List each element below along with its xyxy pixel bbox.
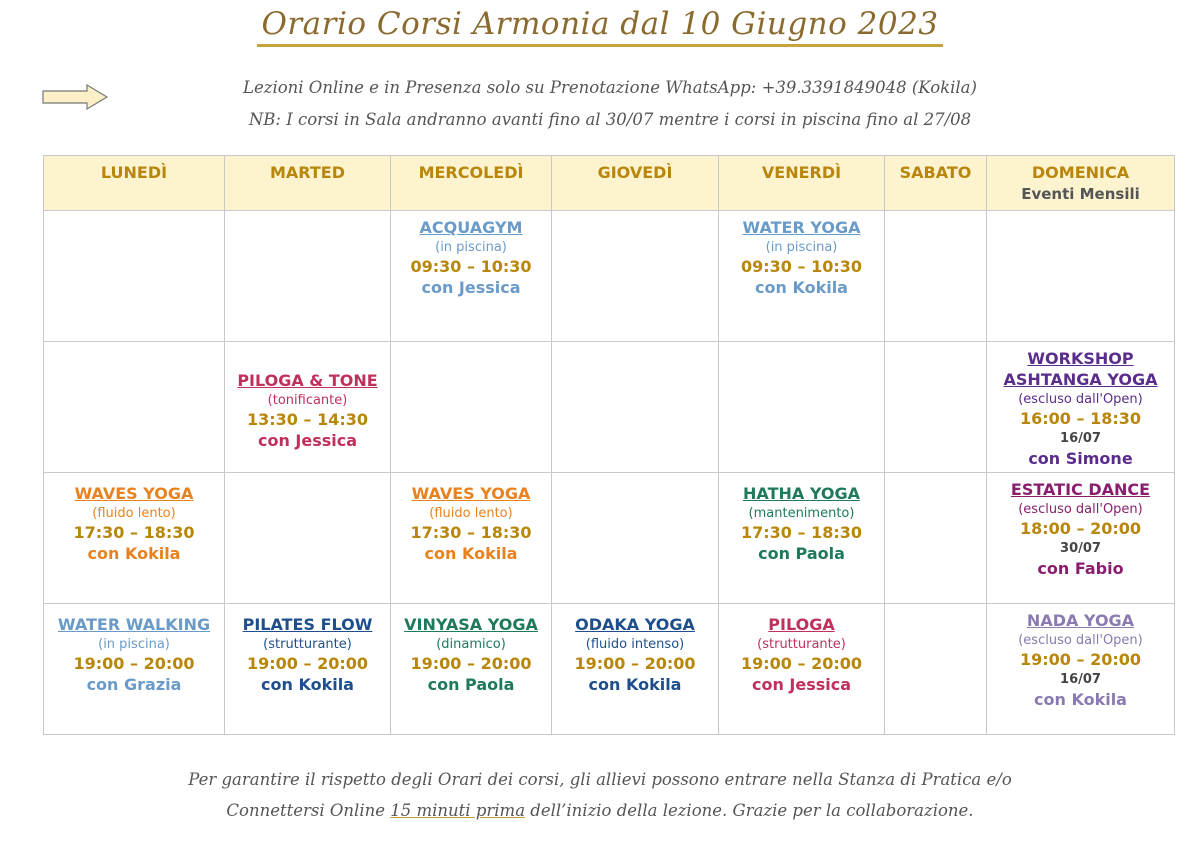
course-teacher: con Kokila	[261, 675, 354, 694]
course-teacher: con Fabio	[1037, 559, 1124, 578]
day-label: VENERDÌ	[761, 163, 842, 182]
footer-note-line1: Per garantire il rispetto degli Orari dei corsi, gli allievi possono entrare nella Stanza di Pratica e/o	[188, 770, 1012, 789]
empty-cell	[885, 342, 987, 473]
course-description: (in piscina)	[765, 240, 838, 255]
day-label: GIOVEDÌ	[597, 163, 673, 182]
course-cell	[719, 211, 885, 342]
course-teacher: con Jessica	[421, 278, 521, 297]
course-time: 19:00 – 20:00	[1020, 650, 1141, 669]
course-name[interactable]: ODAKA YOGA	[575, 615, 695, 634]
course-name[interactable]: PILOGA & TONE	[237, 371, 378, 390]
course-teacher: con Paola	[427, 675, 515, 694]
course-description: (in piscina)	[98, 637, 170, 652]
course-description: (dinamico)	[436, 637, 506, 652]
course-time: 19:00 – 20:00	[574, 654, 696, 673]
season-note: NB: I corsi in Sala andranno avanti fino al 30/07 mentre i corsi in piscina fino al 27/08	[248, 110, 972, 129]
course-date: 30/07	[1060, 541, 1101, 556]
empty-cell	[987, 211, 1175, 342]
empty-cell	[552, 342, 719, 473]
course-cell	[225, 342, 391, 473]
course-cell	[225, 604, 391, 735]
course-description: (escluso dall'Open)	[1018, 633, 1143, 648]
footer-highlight: 15 minuti prima	[390, 801, 526, 820]
day-header	[44, 156, 225, 211]
course-name[interactable]: ESTATIC DANCE	[1010, 480, 1151, 499]
day-header	[987, 156, 1175, 211]
course-name[interactable]: WAVES YOGA	[74, 484, 194, 503]
course-description: (mantenimento)	[748, 506, 855, 521]
course-time: 19:00 – 20:00	[410, 654, 532, 673]
course-cell	[987, 473, 1175, 604]
course-description: (escluso dall'Open)	[1018, 392, 1143, 407]
course-name[interactable]: ACQUAGYM	[419, 218, 523, 237]
footer-text: Connettersi Online	[226, 801, 391, 820]
course-description: (fluido lento)	[429, 506, 513, 521]
course-time: 09:30 – 10:30	[410, 257, 532, 276]
course-teacher: con Kokila	[588, 675, 682, 694]
schedule-row	[44, 342, 1175, 473]
course-name[interactable]: HATHA YOGA	[743, 484, 860, 503]
course-date: 16/07	[1060, 431, 1101, 446]
course-name[interactable]: NADA YOGA	[1026, 611, 1135, 630]
day-label: DOMENICA	[1031, 163, 1130, 182]
course-cell	[44, 604, 225, 735]
course-name[interactable]: WAVES YOGA	[411, 484, 531, 503]
footer-text: dell’inizio della lezione. Grazie per la collaborazione.	[525, 801, 974, 820]
course-name[interactable]: VINYASA YOGA	[404, 615, 538, 634]
day-header-row	[44, 156, 1175, 211]
schedule-row	[44, 473, 1175, 604]
day-header	[719, 156, 885, 211]
course-teacher: con Kokila	[87, 544, 181, 563]
course-cell	[719, 473, 885, 604]
course-cell	[552, 604, 719, 735]
course-time: 17:30 – 18:30	[73, 523, 195, 542]
course-cell	[391, 473, 552, 604]
empty-cell	[552, 473, 719, 604]
page-title: Orario Corsi Armonia dal 10 Giugno 2023	[257, 6, 942, 47]
course-teacher: con Kokila	[755, 278, 848, 297]
course-description: (fluido intenso)	[585, 637, 685, 652]
course-cell	[391, 211, 552, 342]
schedule-row	[44, 604, 1175, 735]
schedule-table	[43, 155, 1175, 735]
course-cell	[391, 604, 552, 735]
day-header	[885, 156, 987, 211]
empty-cell	[225, 211, 391, 342]
course-cell	[44, 473, 225, 604]
course-teacher: con Grazia	[86, 675, 182, 694]
course-date: 16/07	[1060, 672, 1101, 687]
course-time: 17:30 – 18:30	[741, 523, 862, 542]
booking-info: Lezioni Online e in Presenza solo su Prenotazione WhatsApp: +39.3391849048 (Kokila)	[243, 78, 977, 97]
course-name[interactable]: WORKSHOP ASHTANGA YOGA	[1003, 349, 1158, 389]
course-description: (in piscina)	[435, 240, 507, 255]
day-label: SABATO	[899, 163, 972, 182]
course-time: 19:00 – 20:00	[741, 654, 862, 673]
course-time: 16:00 – 18:30	[1020, 409, 1141, 428]
course-description: (tonificante)	[267, 393, 348, 408]
day-label: MERCOLEDÌ	[418, 163, 524, 182]
day-header	[552, 156, 719, 211]
course-time: 18:00 – 20:00	[1020, 519, 1141, 538]
course-teacher: con Jessica	[751, 675, 852, 694]
course-description: (escluso dall'Open)	[1018, 502, 1143, 517]
course-teacher: con Simone	[1028, 449, 1133, 468]
course-description: (strutturante)	[263, 637, 352, 652]
empty-cell	[719, 342, 885, 473]
course-cell	[719, 604, 885, 735]
empty-cell	[225, 473, 391, 604]
course-teacher: con Paola	[758, 544, 845, 563]
day-header	[391, 156, 552, 211]
arrow-right-icon	[41, 83, 111, 111]
empty-cell	[391, 342, 552, 473]
course-name[interactable]: WATER WALKING	[57, 615, 211, 634]
footer-note-line2	[40, 801, 1160, 820]
empty-cell	[885, 473, 987, 604]
empty-cell	[885, 211, 987, 342]
course-name[interactable]: PILOGA	[768, 615, 835, 634]
course-teacher: con Kokila	[424, 544, 518, 563]
course-cell	[987, 604, 1175, 735]
empty-cell	[552, 211, 719, 342]
empty-cell	[44, 211, 225, 342]
course-time: 13:30 – 14:30	[247, 410, 368, 429]
empty-cell	[885, 604, 987, 735]
page-title-wrap	[0, 6, 1200, 47]
course-teacher: con Jessica	[257, 431, 358, 450]
day-label: LUNEDÌ	[100, 163, 168, 182]
day-label: MARTED	[269, 163, 346, 182]
course-description: (fluido lento)	[92, 506, 176, 521]
course-time: 19:00 – 20:00	[247, 654, 368, 673]
day-sublabel: Eventi Mensili	[1021, 185, 1140, 203]
course-name[interactable]: WATER YOGA	[742, 218, 861, 237]
course-cell	[987, 342, 1175, 473]
course-name[interactable]: PILATES FLOW	[242, 615, 373, 634]
day-header	[225, 156, 391, 211]
course-time: 17:30 – 18:30	[410, 523, 532, 542]
course-time: 19:00 – 20:00	[73, 654, 195, 673]
course-description: (strutturante)	[757, 637, 846, 652]
schedule-body	[44, 211, 1175, 735]
schedule-row	[44, 211, 1175, 342]
course-teacher: con Kokila	[1034, 690, 1127, 709]
course-time: 09:30 – 10:30	[741, 257, 862, 276]
empty-cell	[44, 342, 225, 473]
